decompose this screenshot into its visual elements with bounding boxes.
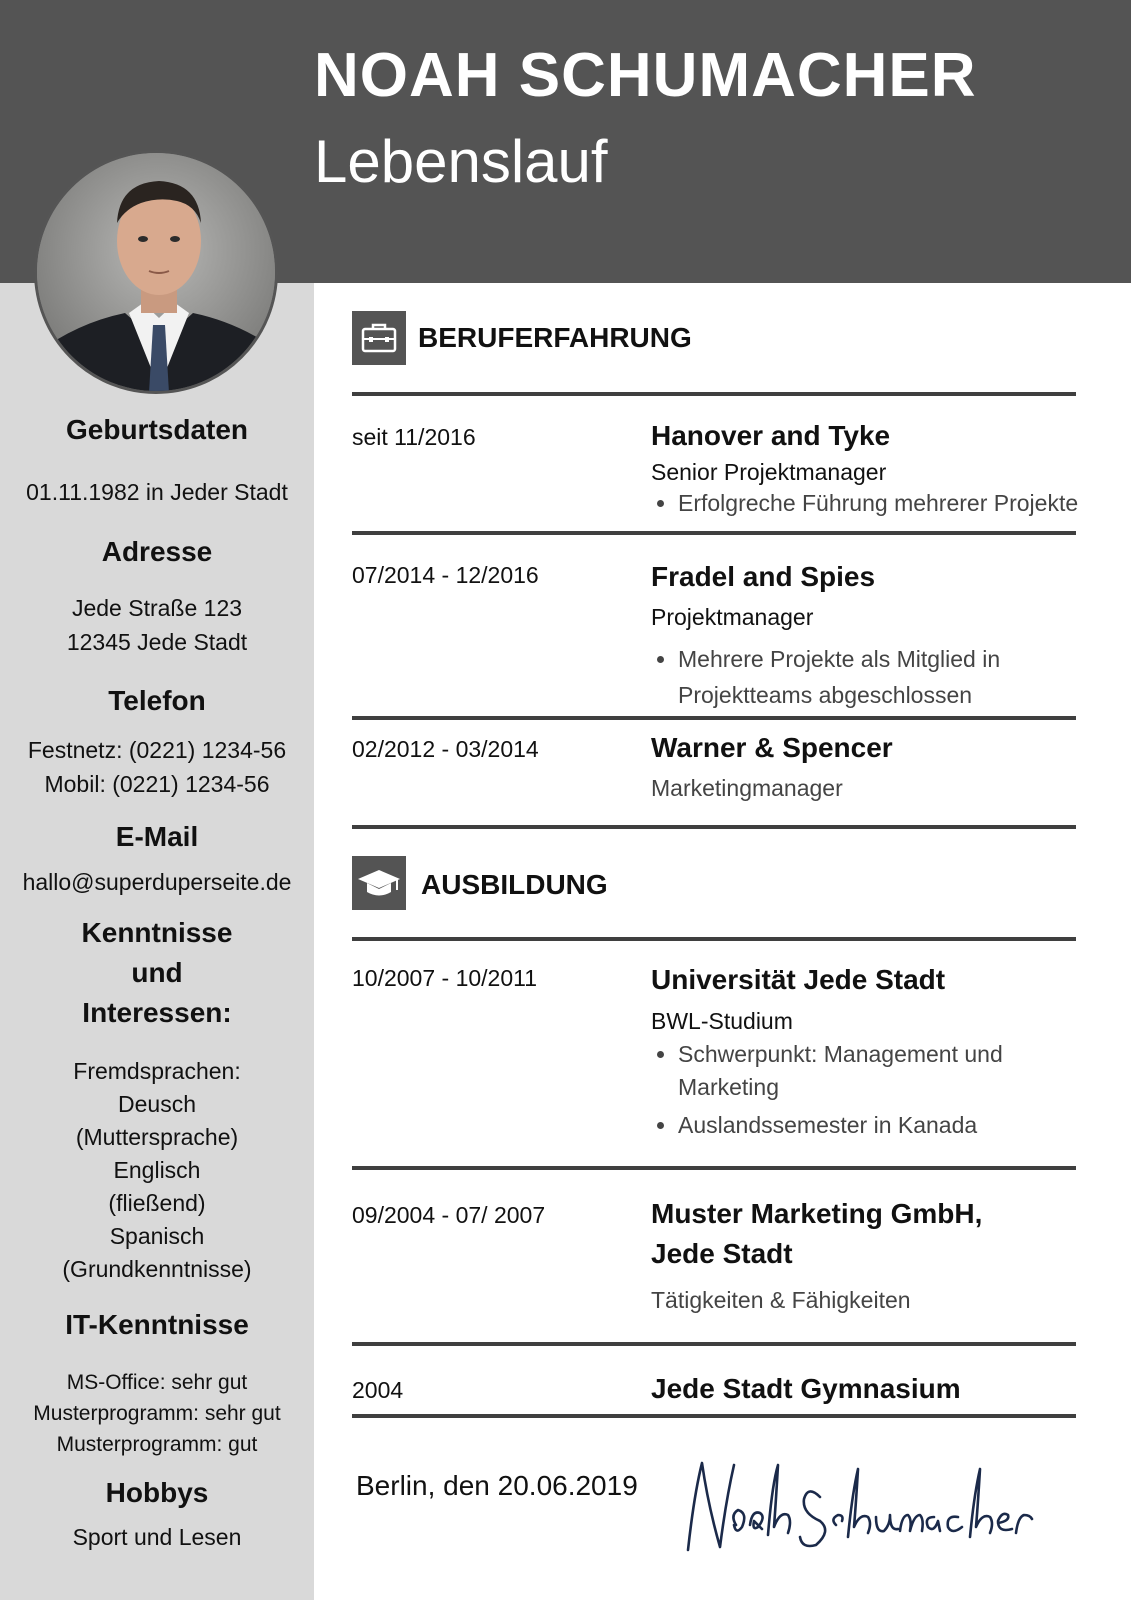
hobbies-section — [0, 1473, 314, 1513]
skills-heading-line-3: Interessen: — [82, 997, 232, 1028]
experience-date: 02/2012 - 03/2014 — [352, 736, 539, 762]
skills-heading-line-2: und — [131, 957, 183, 988]
experience-org: Fradel and Spies — [651, 561, 876, 592]
address-lines — [0, 591, 314, 659]
it-list — [0, 1367, 314, 1460]
email-section — [0, 817, 314, 857]
phone-mobile: Mobil: (0221) 1234-56 — [44, 771, 270, 797]
phone-section — [0, 681, 314, 721]
experience-bullets — [651, 486, 1078, 520]
experience-date: 07/2014 - 12/2016 — [352, 562, 539, 588]
birth-section — [0, 410, 314, 450]
experience-role: Senior Projektmanager — [651, 459, 887, 485]
experience-org: Hanover and Tyke — [651, 420, 891, 451]
education-date: 10/2007 - 10/2011 — [352, 965, 538, 991]
experience-role: Projektmanager — [651, 604, 814, 630]
skills-line: Fremdsprachen: — [73, 1058, 241, 1084]
birth-value: 01.11.1982 in Jeder Stadt — [26, 479, 288, 505]
education-org-line-1: Muster Marketing GmbH, — [651, 1198, 983, 1229]
person-name: NOAH SCHUMACHER — [314, 41, 977, 110]
skills-line: Deusch — [118, 1091, 196, 1117]
it-section — [0, 1305, 314, 1345]
it-line: MS-Office: sehr gut — [66, 1371, 248, 1394]
hobbies-value-wrap — [0, 1520, 314, 1554]
experience-bullet: • Mehrere Projekte als Mitglied in — [678, 642, 1000, 676]
skills-line: (Muttersprache) — [75, 1124, 239, 1150]
education-bullet-continuation: Marketing — [678, 1074, 779, 1100]
divider — [352, 825, 1076, 829]
education-bullet: • Auslandssemester in Kanada — [678, 1108, 977, 1142]
skills-line: Englisch — [113, 1157, 201, 1183]
experience-role: Marketingmanager — [651, 775, 843, 801]
divider — [352, 392, 1076, 396]
education-org-line-2: Jede Stadt — [651, 1238, 793, 1269]
document-subtitle: Lebenslauf — [314, 128, 608, 195]
experience-title: BERUFERFAHRUNG — [418, 322, 692, 353]
education-bullet: • Schwerpunkt: Management und — [678, 1037, 1003, 1071]
hobbies-value: Sport und Lesen — [72, 1524, 242, 1550]
it-line: Musterprogramm: gut — [56, 1433, 258, 1456]
education-date: 09/2004 - 07/ 2007 — [352, 1202, 546, 1228]
phone-lines — [0, 733, 314, 801]
email-value-wrap — [0, 865, 314, 899]
divider — [352, 716, 1076, 720]
address-line-2: 12345 Jede Stadt — [66, 629, 248, 655]
it-heading: IT-Kenntnisse — [65, 1309, 249, 1340]
experience-bullet: • Erfolgreche Führung mehrerer Projekte — [678, 486, 1078, 520]
email-value: hallo@superduperseite.de — [22, 869, 292, 895]
address-heading: Adresse — [101, 536, 213, 567]
skills-line: Spanisch — [109, 1223, 205, 1249]
experience-date: seit 11/2016 — [352, 424, 476, 450]
skills-heading-block — [0, 913, 314, 1033]
skills-line: (fließend) — [108, 1190, 206, 1216]
experience-bullets — [651, 642, 1000, 676]
education-bullets — [651, 1108, 977, 1142]
place-and-date: Berlin, den 20.06.2019 — [356, 1470, 638, 1501]
skills-list — [0, 1055, 314, 1286]
birth-heading: Geburtsdaten — [65, 414, 249, 445]
graduation-cap-icon — [352, 856, 406, 910]
hobbies-heading: Hobbys — [105, 1477, 209, 1508]
address-line-1: Jede Straße 123 — [71, 595, 243, 621]
education-org: Jede Stadt Gymnasium — [651, 1373, 961, 1404]
briefcase-icon — [352, 311, 406, 365]
it-line: Musterprogramm: sehr gut — [33, 1402, 281, 1425]
experience-bullet-continuation: Projektteams abgeschlossen — [678, 682, 973, 708]
divider — [352, 531, 1076, 535]
education-role: Tätigkeiten & Fähigkeiten — [651, 1287, 911, 1313]
education-date: 2004 — [352, 1377, 404, 1403]
birth-value-wrap — [0, 475, 314, 509]
education-role: BWL-Studium — [651, 1008, 793, 1034]
education-org: Universität Jede Stadt — [651, 964, 946, 995]
profile-photo-illustration — [37, 153, 278, 394]
address-section — [0, 532, 314, 572]
divider — [352, 1414, 1076, 1418]
education-title: AUSBILDUNG — [421, 869, 608, 900]
skills-line: (Grundkenntnisse) — [62, 1256, 252, 1282]
divider — [352, 1166, 1076, 1170]
phone-heading: Telefon — [108, 685, 206, 716]
email-heading: E-Mail — [115, 821, 199, 852]
experience-org: Warner & Spencer — [651, 732, 893, 763]
handwritten-signature — [680, 1455, 1040, 1565]
divider — [352, 1342, 1076, 1346]
profile-photo — [34, 150, 278, 394]
divider — [352, 937, 1076, 941]
education-bullets — [651, 1037, 1003, 1071]
phone-landline: Festnetz: (0221) 1234-56 — [27, 737, 287, 763]
skills-heading-line-1: Kenntnisse — [81, 917, 233, 948]
